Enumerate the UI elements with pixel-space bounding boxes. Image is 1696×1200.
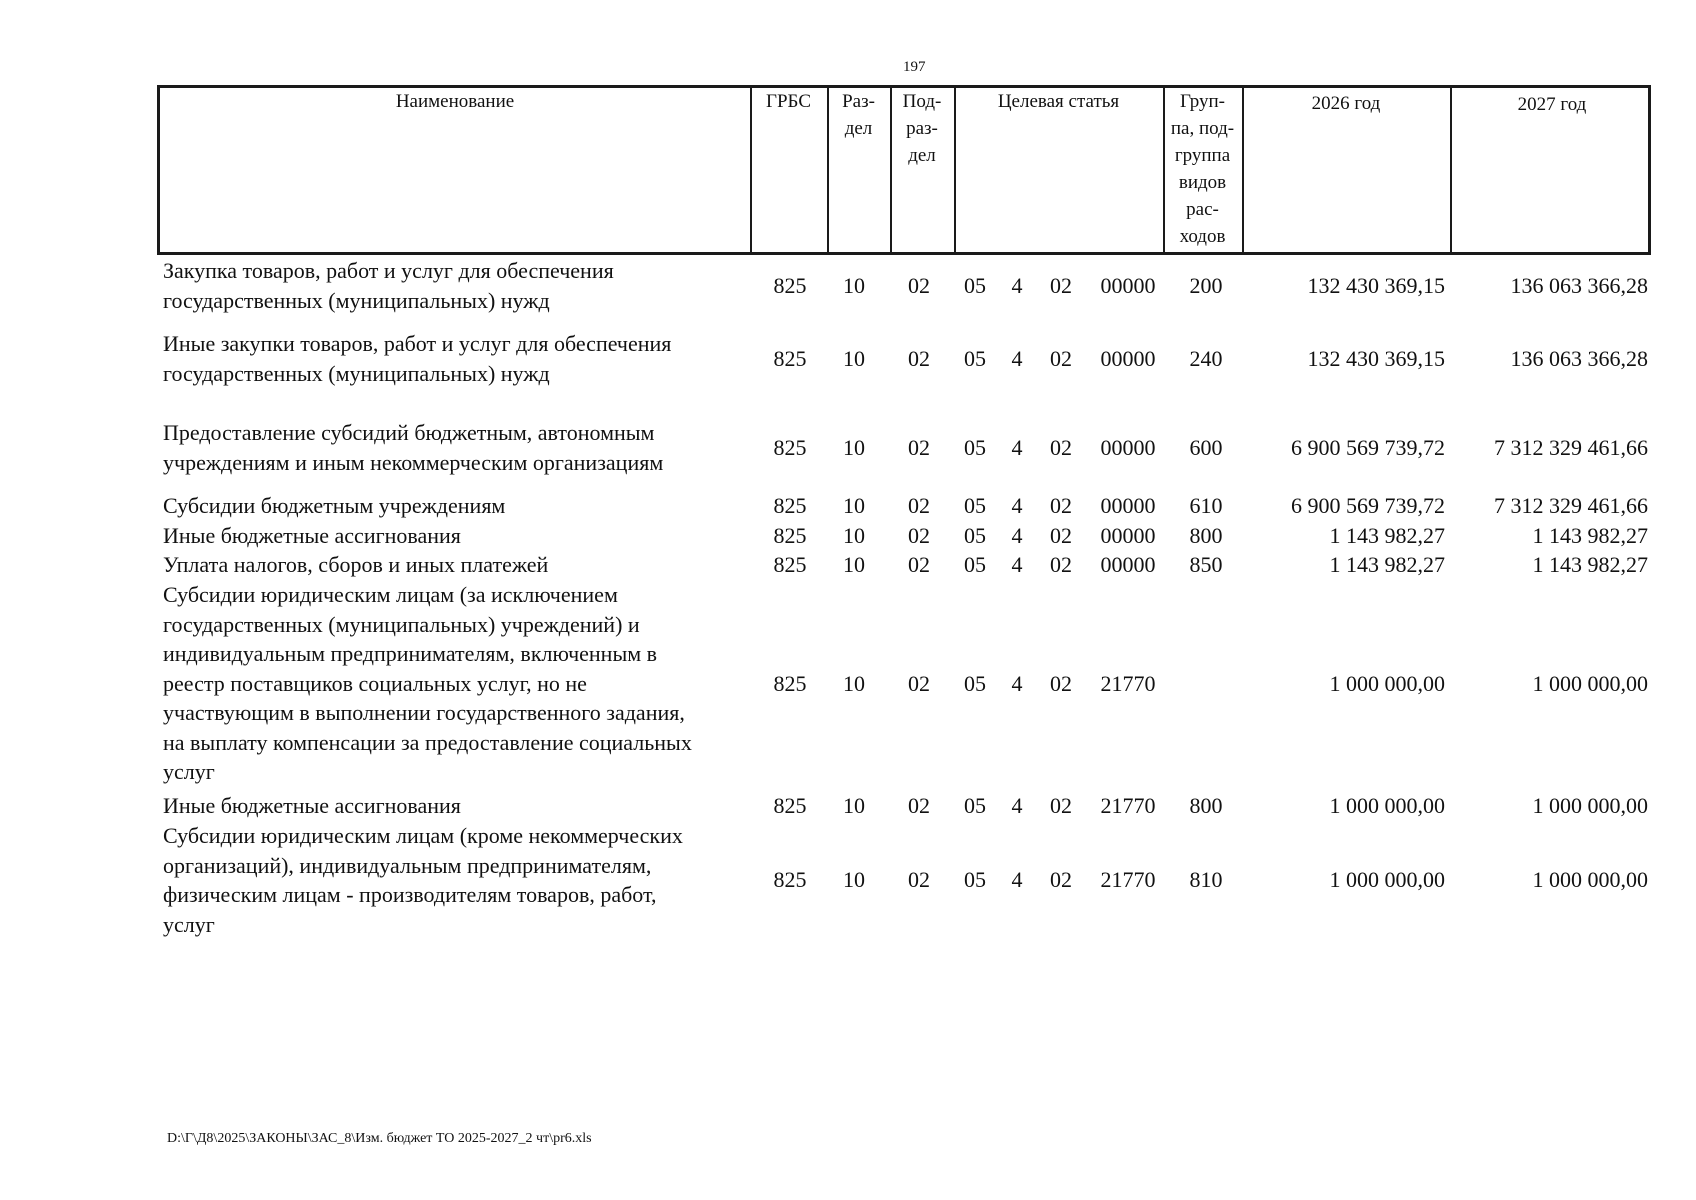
cell-target-type: 4 (1011, 552, 1023, 577)
cell-podrazdel: 02 (908, 793, 930, 818)
cell-amount-2027: 1 000 000,00 (1532, 793, 1648, 818)
cell-expense-group: 610 (1189, 493, 1223, 518)
cell-razdel: 10 (843, 523, 865, 548)
cell-target-subprogram: 02 (1050, 552, 1072, 577)
cell-expense-group: 800 (1189, 793, 1223, 818)
cell-target-subprogram: 02 (1050, 346, 1072, 371)
cell-target-direction: 00000 (1100, 523, 1156, 548)
cell-target-type: 4 (1011, 435, 1023, 460)
cell-amount-2026: 6 900 569 739,72 (1291, 435, 1445, 460)
row-name: Иные закупки товаров, работ и услуг для обеспечения государственных (муниципальных) нужд (163, 331, 672, 386)
cell-amount-2027: 1 143 982,27 (1532, 523, 1648, 548)
cell-podrazdel: 02 (908, 493, 930, 518)
row-name: Субсидии юридическим лицам (за исключением государственных (муниципальных) учреждений) и индивидуальным предпринимателям, включенным в реестр поставщиков социальных услуг, но не участвующим в выполнении государственного задания, на выплату компенсации за предоставление социальных услуг (163, 582, 692, 784)
header-grbs: ГРБС (765, 91, 811, 112)
cell-target-direction: 00000 (1100, 552, 1156, 577)
cell-target-subprogram: 02 (1050, 867, 1072, 892)
cell-podrazdel: 02 (908, 523, 930, 548)
cell-grbs: 825 (773, 346, 807, 371)
cell-razdel: 10 (843, 273, 865, 298)
cell-target-program: 05 (964, 273, 986, 298)
cell-grbs: 825 (773, 435, 807, 460)
header-razdel: Раз- дел (842, 91, 875, 139)
cell-expense-group: 850 (1189, 552, 1223, 577)
row-name: Субсидии бюджетным учреждениям (163, 493, 506, 518)
cell-razdel: 10 (843, 671, 865, 696)
cell-expense-group: 240 (1189, 346, 1223, 371)
cell-target-type: 4 (1011, 793, 1023, 818)
cell-amount-2027: 7 312 329 461,66 (1494, 493, 1648, 518)
cell-amount-2026: 1 000 000,00 (1329, 671, 1445, 696)
header-year-2026: 2026 год (1311, 93, 1381, 114)
row-name: Уплата налогов, сборов и иных платежей (163, 552, 549, 577)
cell-amount-2027: 1 000 000,00 (1532, 867, 1648, 892)
row-name: Субсидии юридическим лицам (кроме некоммерческих организаций), индивидуальным предпринимателям, физическим лицам - производителям товаров, работ, услуг (163, 823, 683, 937)
cell-target-type: 4 (1011, 867, 1023, 892)
cell-amount-2026: 132 430 369,15 (1307, 346, 1445, 371)
cell-target-subprogram: 02 (1050, 493, 1072, 518)
cell-target-subprogram: 02 (1050, 671, 1072, 696)
cell-razdel: 10 (843, 867, 865, 892)
cell-razdel: 10 (843, 435, 865, 460)
table-header (157, 85, 1651, 255)
cell-target-program: 05 (964, 493, 986, 518)
cell-grbs: 825 (773, 552, 807, 577)
page-number: 197 (903, 59, 926, 75)
row-name: Предоставление субсидий бюджетным, автономным учреждениям и иным некоммерческим организациям (163, 420, 664, 475)
header-expense-group: Груп- па, под- группа видов рас- ходов (1170, 91, 1235, 247)
cell-amount-2026: 1 143 982,27 (1329, 552, 1445, 577)
cell-podrazdel: 02 (908, 671, 930, 696)
cell-target-type: 4 (1011, 671, 1023, 696)
cell-amount-2027: 1 000 000,00 (1532, 671, 1648, 696)
row-name: Иные бюджетные ассигнования (163, 793, 461, 818)
file-path: D:\Г\Д8\2025\ЗАКОНЫ\ЗАС_8\Изм. бюджет ТО 2025-2027_2 чт\pr6.xls (167, 1131, 592, 1146)
cell-target-type: 4 (1011, 493, 1023, 518)
cell-target-program: 05 (964, 346, 986, 371)
cell-amount-2026: 1 000 000,00 (1329, 867, 1445, 892)
row-name: Закупка товаров, работ и услуг для обеспечения государственных (муниципальных) нужд (163, 258, 614, 313)
cell-target-subprogram: 02 (1050, 793, 1072, 818)
cell-podrazdel: 02 (908, 867, 930, 892)
header-year-2027: 2027 год (1517, 94, 1587, 115)
cell-target-direction: 21770 (1100, 671, 1156, 696)
cell-target-direction: 21770 (1100, 867, 1156, 892)
cell-target-subprogram: 02 (1050, 273, 1072, 298)
cell-amount-2027: 136 063 366,28 (1510, 273, 1648, 298)
header-name: Наименование (395, 91, 515, 112)
cell-razdel: 10 (843, 552, 865, 577)
cell-target-program: 05 (964, 552, 986, 577)
cell-grbs: 825 (773, 273, 807, 298)
cell-razdel: 10 (843, 346, 865, 371)
header-podrazdel: Под- раз- дел (902, 91, 942, 166)
cell-target-type: 4 (1011, 346, 1023, 371)
cell-grbs: 825 (773, 493, 807, 518)
cell-grbs: 825 (773, 523, 807, 548)
cell-target-program: 05 (964, 793, 986, 818)
cell-amount-2026: 1 000 000,00 (1329, 793, 1445, 818)
cell-expense-group: 200 (1189, 273, 1223, 298)
cell-expense-group: 810 (1189, 867, 1223, 892)
cell-razdel: 10 (843, 793, 865, 818)
cell-target-subprogram: 02 (1050, 523, 1072, 548)
cell-target-direction: 21770 (1100, 793, 1156, 818)
cell-target-direction: 00000 (1100, 346, 1156, 371)
cell-target-program: 05 (964, 435, 986, 460)
cell-expense-group: 800 (1189, 523, 1223, 548)
cell-amount-2026: 132 430 369,15 (1307, 273, 1445, 298)
cell-amount-2027: 7 312 329 461,66 (1494, 435, 1648, 460)
cell-amount-2026: 1 143 982,27 (1329, 523, 1445, 548)
cell-podrazdel: 02 (908, 273, 930, 298)
header-target-article: Целевая статья (997, 91, 1120, 112)
row-name: Иные бюджетные ассигнования (163, 523, 461, 548)
cell-podrazdel: 02 (908, 346, 930, 371)
cell-amount-2026: 6 900 569 739,72 (1291, 493, 1445, 518)
cell-target-direction: 00000 (1100, 273, 1156, 298)
cell-razdel: 10 (843, 493, 865, 518)
cell-grbs: 825 (773, 867, 807, 892)
cell-target-program: 05 (964, 671, 986, 696)
cell-target-direction: 00000 (1100, 493, 1156, 518)
cell-grbs: 825 (773, 671, 807, 696)
cell-target-type: 4 (1011, 273, 1023, 298)
cell-target-direction: 00000 (1100, 435, 1156, 460)
cell-target-subprogram: 02 (1050, 435, 1072, 460)
cell-podrazdel: 02 (908, 435, 930, 460)
cell-target-type: 4 (1011, 523, 1023, 548)
cell-target-program: 05 (964, 867, 986, 892)
cell-target-program: 05 (964, 523, 986, 548)
cell-expense-group: 600 (1189, 435, 1223, 460)
cell-grbs: 825 (773, 793, 807, 818)
cell-podrazdel: 02 (908, 552, 930, 577)
cell-amount-2027: 1 143 982,27 (1532, 552, 1648, 577)
cell-amount-2027: 136 063 366,28 (1510, 346, 1648, 371)
